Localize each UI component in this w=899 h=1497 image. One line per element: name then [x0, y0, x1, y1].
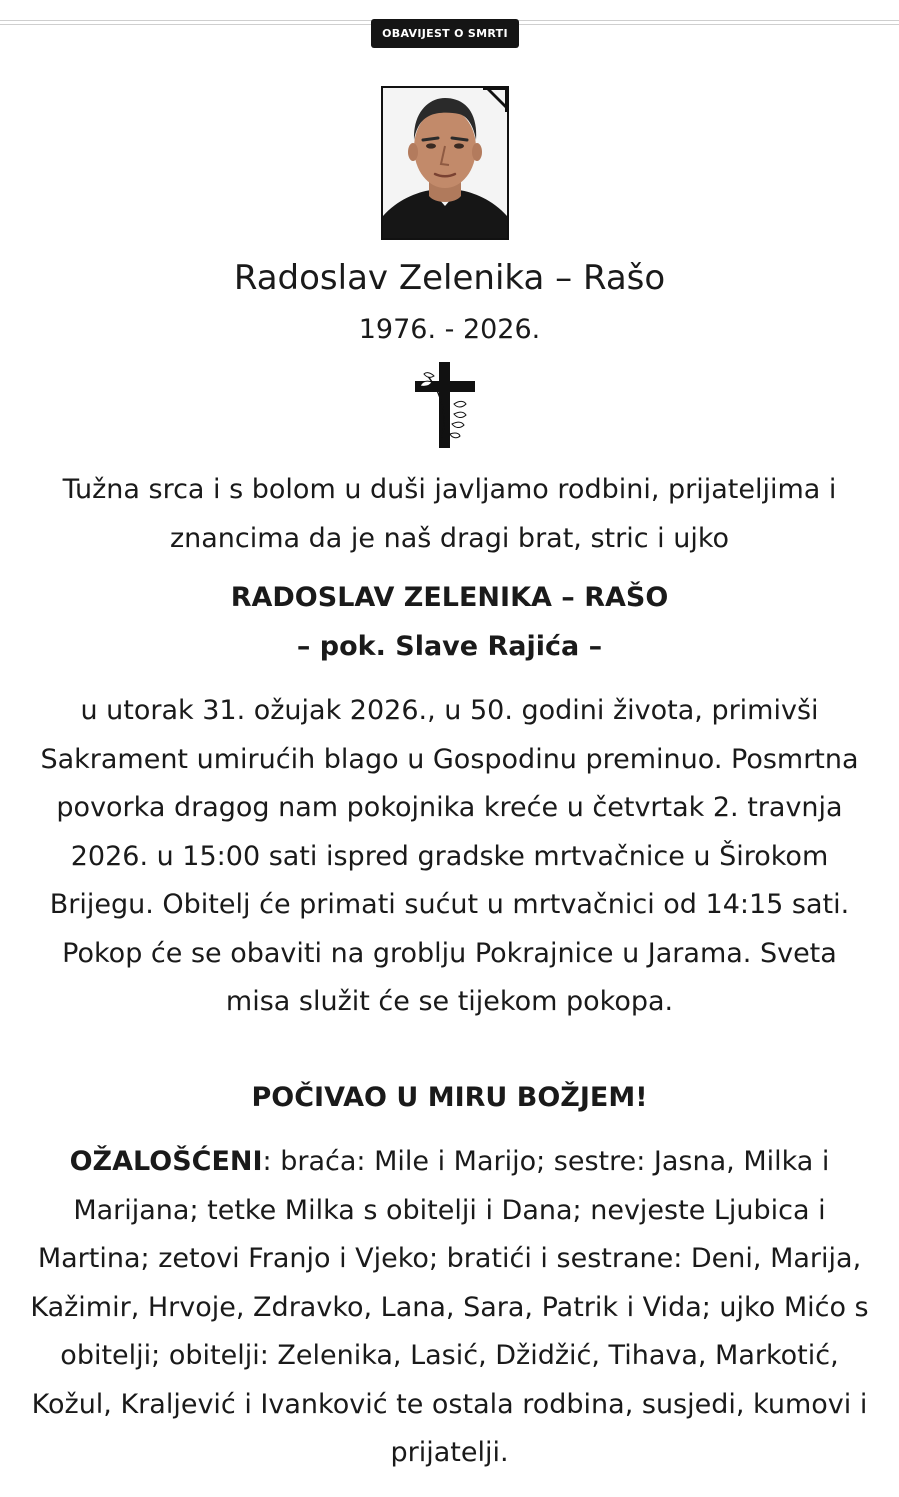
- deceased-name: Radoslav Zelenika – Rašo: [233, 258, 666, 298]
- father-name-line: – pok. Slave Rajića –: [296, 631, 603, 662]
- intro-paragraph: Tužna srca i s bolom u duši javljamo rodbini, prijateljima i znancima da je naš dragi brat, stric i ujko: [62, 474, 837, 554]
- life-years: 1976. - 2026.: [358, 314, 541, 345]
- mourners-list: : braća: Mile i Marijo; sestre: Jasna, Milka i Marijana; tetke Milka s obitelji i Dana; nevjeste Ljubica i Martina; zetovi Franjo i Vjeko; bratići i sestrane: Deni, Marija, Kažimir, Hrvoje, Zdravko, Lana, Sara, Patrik i Vida; ujko Mićo s obitelji; obitelji: Zelenika, Lasić, Džidžić, Tihava, Markotić, Kožul, Kraljević i Ivanković te ostala rodbina, susjedi, kumovi i prijatelji.: [30, 1146, 869, 1468]
- mourning-ribbon-icon: [483, 86, 509, 112]
- funeral-details-paragraph: u utorak 31. ožujak 2026., u 50. godini života, primivši Sakrament umirućih blago u Gospodinu preminuo. Posmrtna povorka dragog nam pokojnika kreće u četvrtak 2. travnja 2026. u 15:00 sati ispred gradske mrtvačnice u Širokom Brijegu. Obitelj će primati sućut u mrtvačnici od 14:15 sati. Pokop će se obaviti na groblju Pokrajnice u Jarama. Sveta misa služit će se tijekom pokopa.: [40, 695, 859, 1017]
- death-notice-badge: [371, 19, 519, 48]
- rest-in-peace-line: POČIVAO U MIRU BOŽJEM!: [251, 1082, 648, 1113]
- mourners-label: OŽALOŠĆENI: [69, 1146, 263, 1177]
- deceased-name-uppercase: RADOSLAV ZELENIKA – RAŠO: [230, 582, 669, 613]
- mourners-paragraph: [30, 1138, 869, 1478]
- cross-with-palm-icon: [410, 360, 480, 450]
- badge-label: OBAVIJEST O SMRTI: [382, 27, 508, 40]
- deceased-photo: [381, 86, 509, 240]
